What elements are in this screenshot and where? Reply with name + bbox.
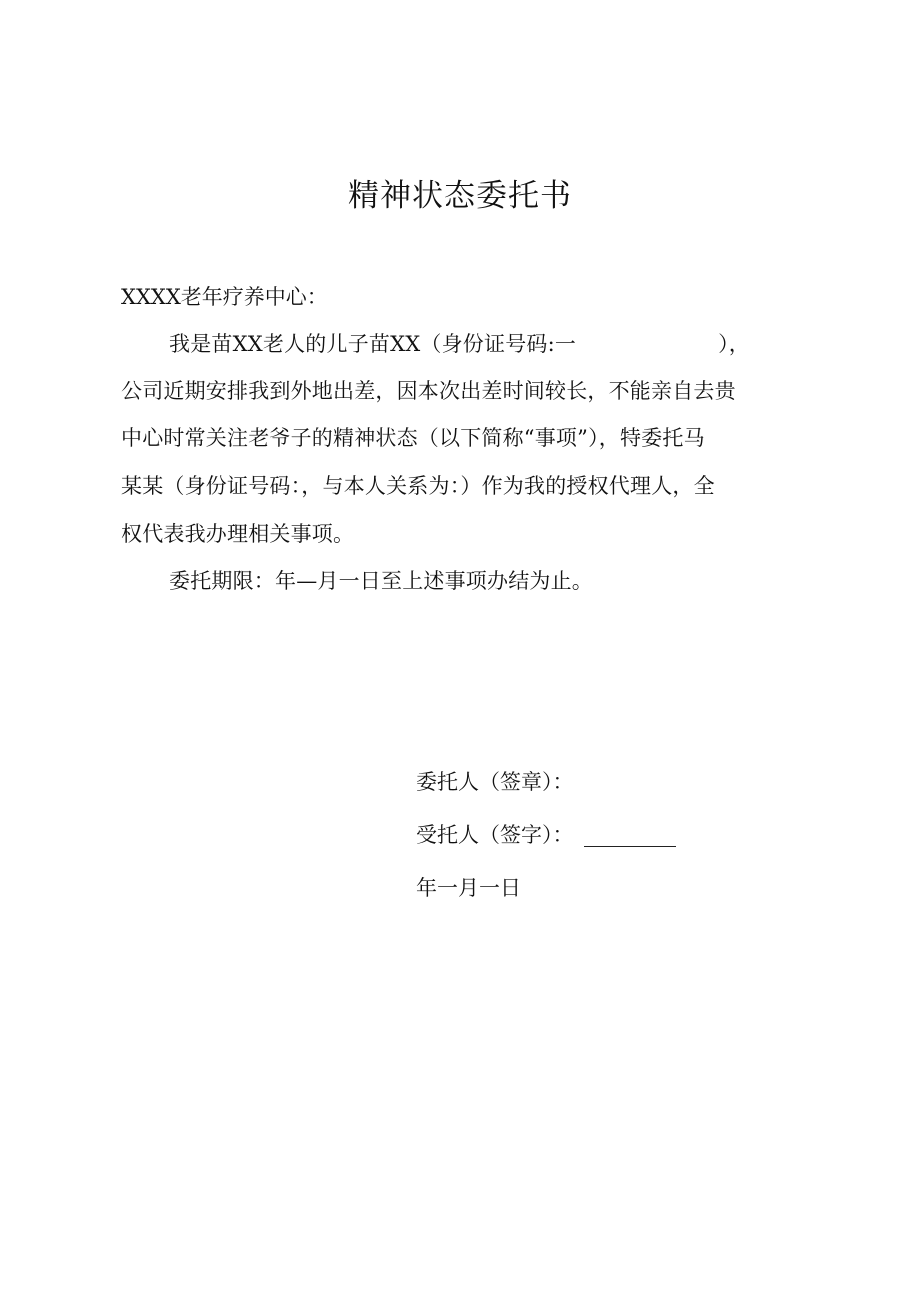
principal-signature-line [416,768,776,796]
paragraph1-line1 [169,330,849,358]
agent-signature-blank [584,845,676,847]
agent-signature-label: 受托人（签字）： [416,823,574,847]
agent-signature-line [416,821,776,849]
paragraph1-line3: 中心时常关注老爷子的精神状态（以下简称“事项”），特委托马 [121,426,705,450]
paragraph1-line1-before-blank: 我是苗XX老人的儿子苗XX（身份证号码:一 [169,332,577,356]
document-title: 精神状态委托书 [348,178,572,214]
principal-signature-label: 委托人（签章）： [416,770,574,794]
recipient-line: XXXX老年疗养中心： [121,285,328,309]
paragraph1-line1-after-blank: ）， [718,332,750,356]
signature-date: 年一月一日 [416,876,521,900]
paragraph1-line5: 权代表我办理相关事项。 [121,522,355,546]
paragraph1-line4: 某某（身份证号码：，与本人关系为：）作为我的授权代理人，全 [121,474,715,498]
paragraph2-line: 委托期限：年—月一日至上述事项办结为止。 [169,569,593,593]
paragraph1-line2: 公司近期安排我到外地出差，因本次出差时间较长，不能亲自去贵 [121,379,736,403]
